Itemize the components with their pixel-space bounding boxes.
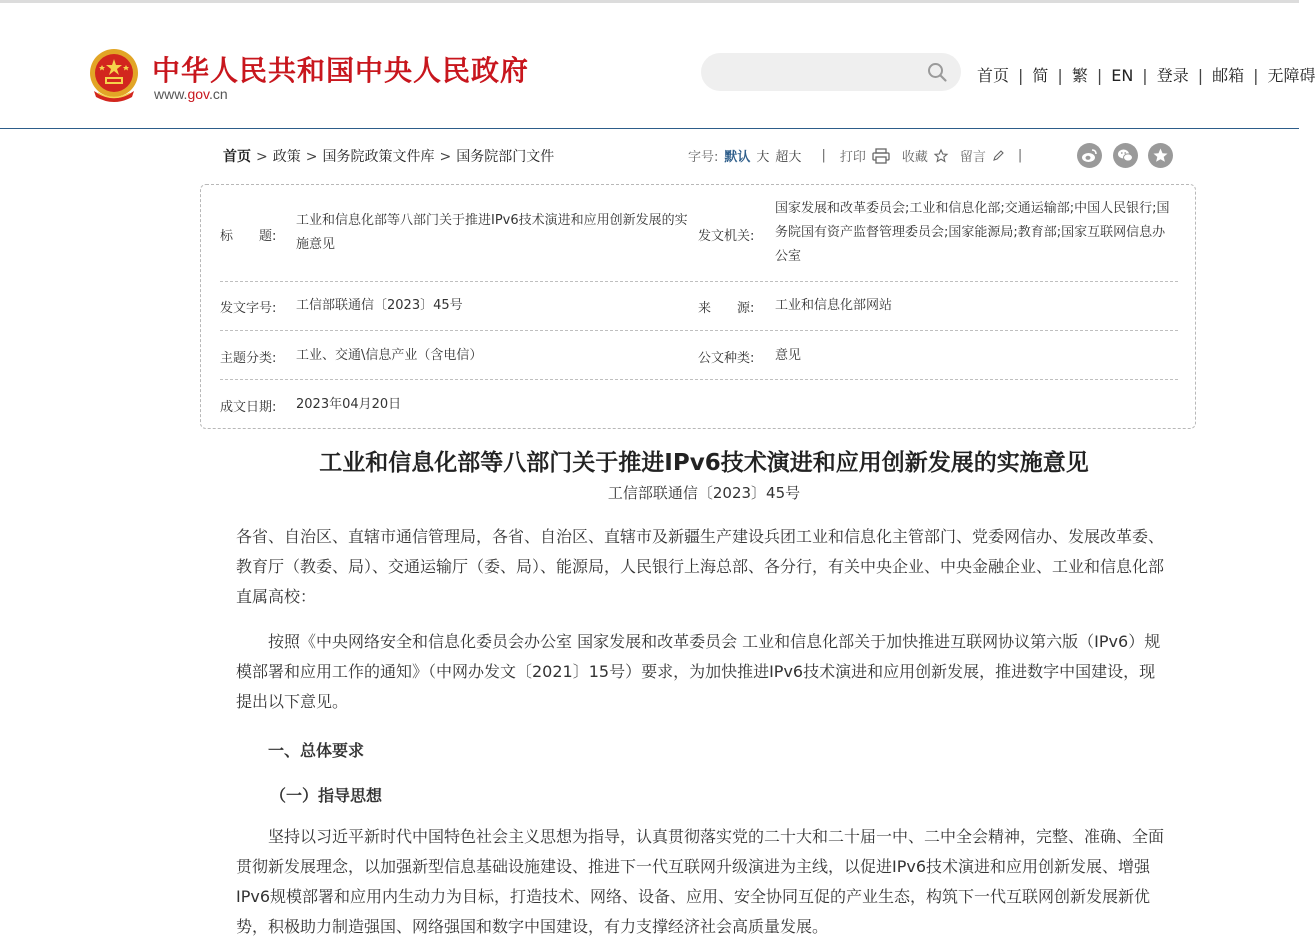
breadcrumb-dept-files[interactable]: 国务院部门文件 bbox=[456, 149, 555, 165]
title-label: 标 题: bbox=[220, 229, 277, 244]
search-input[interactable] bbox=[717, 53, 917, 91]
top-nav bbox=[977, 63, 1316, 86]
site-url-brand: gov bbox=[187, 86, 209, 102]
docno-value: 工信部联通信〔2023〕45号 bbox=[296, 298, 463, 313]
docno-label: 发文字号: bbox=[220, 301, 277, 316]
nav-mailbox[interactable]: 邮箱 bbox=[1212, 66, 1245, 85]
article-recipients: 各省、自治区、直辖市通信管理局，各省、自治区、直辖市及新疆生产建设兵团工业和信息化主管部门、党委网信办、发展改革委、教育厅（教委、局）、交通运输厅（委、局）、能源局，人民银行上海总部、各分行，有关中央企业、中央金融企业、工业和信息化部直属高校： bbox=[236, 527, 1165, 606]
type-label: 公文种类: bbox=[698, 351, 755, 366]
breadcrumb bbox=[223, 146, 554, 166]
type-value: 意见 bbox=[775, 348, 802, 363]
date-label: 成文日期: bbox=[220, 400, 277, 415]
font-size-xlarge[interactable]: 超大 bbox=[775, 150, 802, 165]
nav-accessibility[interactable]: 无障碍 bbox=[1267, 66, 1316, 85]
nav-separator: | bbox=[1197, 66, 1204, 85]
article-doc-number: 工信部联通信〔2023〕45号 bbox=[607, 484, 801, 502]
search-icon[interactable] bbox=[927, 62, 947, 82]
printer-icon bbox=[872, 148, 890, 164]
breadcrumb-policy-library[interactable]: 国务院政策文件库 bbox=[322, 149, 435, 165]
issuer-label: 发文机关: bbox=[698, 229, 755, 244]
date-value: 2023年04月20日 bbox=[296, 397, 402, 412]
article-intro: 按照《中央网络安全和信息化委员会办公室 国家发展和改革委员会 工业和信息化部关于加快推进互联网协议第六版（IPv6）规模部署和应用工作的通知》（中网办发文〔2021〕15号）要求，为加快推进IPv6技术演进和应用创新发展，推进数字中国建设，现提出以下意见。 bbox=[236, 632, 1161, 711]
comment-button[interactable] bbox=[960, 146, 1004, 165]
font-size-large[interactable]: 大 bbox=[756, 150, 770, 165]
section-heading: 一、总体要求 bbox=[268, 741, 365, 760]
info-row bbox=[220, 380, 1178, 428]
source-value: 工业和信息化部网站 bbox=[775, 298, 893, 313]
nav-english[interactable]: EN bbox=[1111, 66, 1134, 85]
breadcrumb-separator: > bbox=[256, 149, 268, 165]
article-guiding-thought: 坚持以习近平新时代中国特色社会主义思想为指导，认真贯彻落实党的二十大和二十届一中、二中全会精神，完整、准确、全面贯彻新发展理念，以加强新型信息基础设施建设、推进下一代互联网升级演进为主线，以促进IPv6技术演进和应用创新发展、增强IPv6规模部署和应用内生动力为目标，打造技术、网络、设备、应用、安全协同互促的产业生态，构筑下一代互联网创新发展新优势，积极助力制造强国、网络强国和数字中国建设，有力支撑经济社会高质量发展。 bbox=[236, 827, 1165, 936]
favorite-label: 收藏 bbox=[901, 150, 928, 165]
article-toolbar bbox=[688, 146, 1022, 165]
info-row bbox=[220, 331, 1178, 380]
article-title: 工业和信息化部等八部门关于推进IPv6技术演进和应用创新发展的实施意见 bbox=[319, 450, 1089, 476]
category-value: 工业、交通\信息产业（含电信） bbox=[296, 348, 483, 363]
search-box bbox=[701, 53, 961, 91]
site-header bbox=[0, 3, 1316, 129]
nav-separator: | bbox=[1057, 66, 1063, 85]
category-label: 主题分类: bbox=[220, 351, 277, 366]
breadcrumb-home[interactable]: 首页 bbox=[223, 149, 251, 165]
star-outline-icon bbox=[934, 149, 948, 163]
site-url-suffix: .cn bbox=[209, 86, 228, 102]
source-label: 来 源: bbox=[698, 301, 755, 316]
title-value: 工业和信息化部等八部门关于推进IPv6技术演进和应用创新发展的实施意见 bbox=[296, 213, 688, 252]
nav-separator: | bbox=[1253, 66, 1259, 85]
nav-separator: | bbox=[1096, 66, 1103, 85]
star-icon bbox=[1152, 147, 1169, 164]
breadcrumb-separator: > bbox=[439, 149, 452, 165]
toolbar-separator: | bbox=[1017, 148, 1023, 163]
national-emblem-icon[interactable] bbox=[88, 47, 140, 103]
print-label: 打印 bbox=[839, 150, 866, 165]
weibo-share-button[interactable] bbox=[1077, 143, 1102, 168]
print-button[interactable] bbox=[840, 146, 890, 165]
breadcrumb-policy[interactable]: 政策 bbox=[272, 149, 301, 165]
font-size-label: 字号: bbox=[688, 150, 719, 165]
wechat-share-button[interactable] bbox=[1113, 143, 1138, 168]
nav-home[interactable]: 首页 bbox=[977, 66, 1010, 85]
comment-label: 留言 bbox=[959, 150, 986, 165]
wechat-icon bbox=[1117, 147, 1134, 164]
site-title[interactable]: 中华人民共和国中央人民政府 bbox=[152, 54, 530, 87]
site-url[interactable] bbox=[154, 86, 228, 102]
nav-separator: | bbox=[1142, 66, 1148, 85]
issuer-value: 国家发展和改革委员会;工业和信息化部;交通运输部;中国人民银行;国务院国有资产监督管理委员会;国家能源局;教育部;国家互联网信息办公室 bbox=[775, 201, 1170, 264]
pencil-icon bbox=[992, 150, 1004, 162]
favorite-button[interactable] bbox=[902, 146, 948, 165]
nav-login[interactable]: 登录 bbox=[1156, 66, 1189, 85]
breadcrumb-separator: > bbox=[305, 149, 318, 165]
toolbar-separator: | bbox=[821, 148, 826, 163]
weibo-icon bbox=[1081, 147, 1098, 164]
favorite-share-button[interactable] bbox=[1148, 143, 1173, 168]
subsection-heading: （一）指导思想 bbox=[270, 786, 383, 805]
site-url-prefix: www. bbox=[154, 86, 188, 102]
nav-separator: | bbox=[1018, 66, 1024, 85]
font-size-default[interactable]: 默认 bbox=[724, 150, 751, 165]
info-row bbox=[220, 282, 1178, 331]
info-row bbox=[220, 185, 1178, 282]
nav-traditional[interactable]: 繁 bbox=[1071, 66, 1088, 85]
nav-simplified[interactable]: 简 bbox=[1032, 66, 1049, 85]
document-info-table bbox=[200, 184, 1196, 429]
